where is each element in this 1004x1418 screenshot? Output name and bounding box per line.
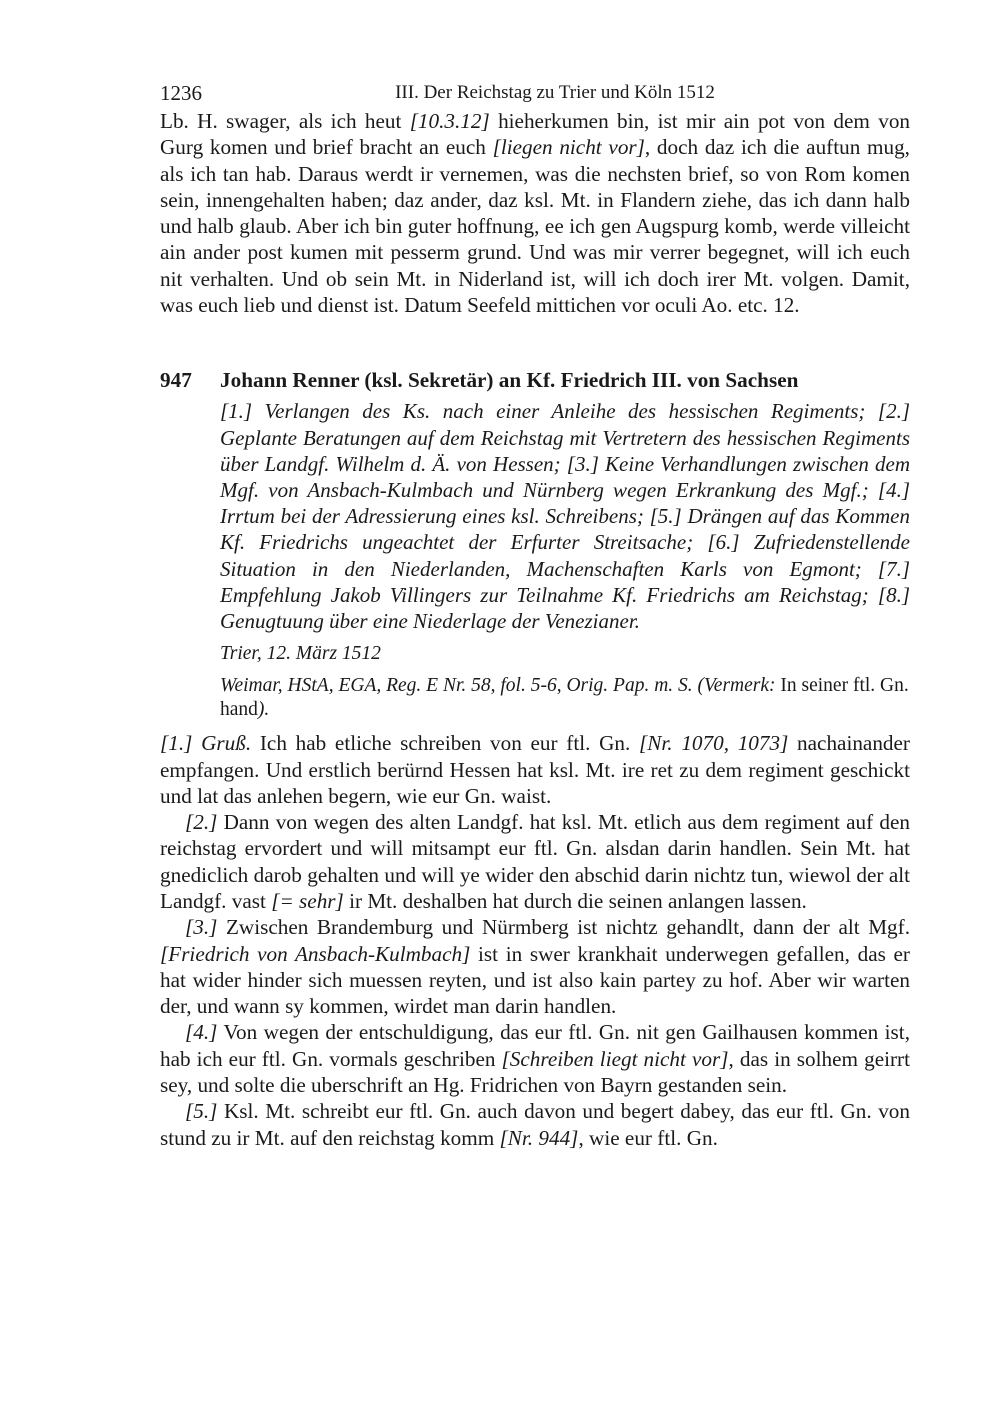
running-title: III. Der Reichstag zu Trier und Köln 1512	[395, 82, 715, 103]
document-title: Johann Renner (ksl. Sekretär) an Kf. Friedrich III. von Sachsen	[220, 368, 799, 393]
document-heading	[160, 366, 910, 394]
document-summary: [1.] Verlangen des Ks. nach einer Anleihe des hessischen Regiments; [2.] Geplante Beratungen auf dem Reichstag mit Vertretern des hessischen Regiments über Landgf. Wilhelm d. Ä. von Hessen; [3.] Keine Verhandlungen zwischen dem Mgf. von Ansbach-Kulmbach und Nürnberg wegen Erkrankung des Mgf.; [4.] Irrtum bei der Adressierung eines ksl. Schreibens; [5.] Drängen auf das Kommen Kf. Friedrichs ungeachtet der Erfurter Streitsache; [6.] Zufriedenstellende Situation in den Niederlanden, Machenschaften Karls von Egmont; [7.] Empfehlung Jakob Villingers zur Teilnahme Kf. Friedrichs am Reichstag; [8.] Genugtuung über eine Niederlage der Venezianer.	[220, 399, 910, 633]
page-number: 1236	[160, 81, 202, 105]
document-page	[160, 78, 910, 1151]
letter-paragraph-1: [1.] Gruß. Ich hab etliche schreiben von eur ftl. Gn. [Nr. 1070, 1073] nachainander empfangen. Und erstlich berürnd Hessen hat ksl. Mt. ire ret zu dem regiment geschickt und lat das anlehen begern, wie eur Gn. waist.	[160, 731, 910, 808]
letter-paragraph-2: [2.] Dann von wegen des alten Landgf. hat ksl. Mt. etlich aus dem regiment auf den reichstag ervordert und will mitsampt eur ftl. Gn. alsdan darin handlen. Sein Mt. hat gnediclich darob gehalten und will ye wider den abschid darin nichtz tun, wiewol der alt Landgf. vast [= sehr] ir Mt. deshalben hat durch die seinen anlangen lassen.	[160, 810, 910, 913]
document-date: Trier, 12. März 1512	[220, 643, 381, 665]
preceding-letter-text: Lb. H. swager, als ich heut [10.3.12] hieherkumen bin, ist mir ain pot von dem von Gurg komen und brief bracht an euch [liegen nicht vor], doch daz ich die auftun mug, als ich tan hab. Daraus werdt ir vernemen, was die nechsten brief, so von Rom komen sein, innengehalten haben; daz ander, daz ksl. Mt. in Flandern ziehe, das ich dann halb und halb glaub. Aber ich bin guter hoffnung, ee ich gen Augspurg komb, werde villeicht ain ander post kumen mit pesserm grund. Und was mir verrer begegnet, will ich euch nit verhalten. Und ob sein Mt. in Niderland ist, will ich doch irer Mt. volgen. Damit, was euch lieb und dienst ist. Datum Seefeld mittichen vor oculi Ao. etc. 12.	[160, 109, 911, 318]
running-head	[160, 78, 910, 108]
document-number: 947	[160, 368, 192, 393]
letter-paragraph-5: [5.] Ksl. Mt. schreibt eur ftl. Gn. auch davon und begert dabey, das eur ftl. Gn. von stund zu ir Mt. auf den reichstag komm [Nr. 944], wie eur ftl. Gn.	[160, 1099, 910, 1150]
letter-paragraph-3: [3.] Zwischen Brandemburg und Nürmberg ist nichtz gehandlt, dann der alt Mgf. [Friedrich von Ansbach-Kulmbach] ist in swer krankhait underwegen gefallen, das er hat wider hinder sich muessen reyten, und ist also kain partey zu hof. Aber wir warten der, und wann sy kommen, wirdet man darin handlen.	[160, 915, 910, 1019]
document-apparatus	[220, 398, 910, 722]
letter-paragraph-4: [4.] Von wegen der entschuldigung, das eur ftl. Gn. nit gen Gailhausen kommen ist, hab ich eur ftl. Gn. vormals geschriben [Schreiben liegt nicht vor], das in solhem geirrt sey, und solte die uberschrift an Hg. Fridrichen von Bayrn gestanden sein.	[160, 1020, 910, 1098]
document-source: Weimar, HStA, EGA, Reg. E Nr. 58, fol. 5-6, Orig. Pap. m. S. (Vermerk: In seiner ftl. Gn. hand).	[220, 675, 909, 721]
